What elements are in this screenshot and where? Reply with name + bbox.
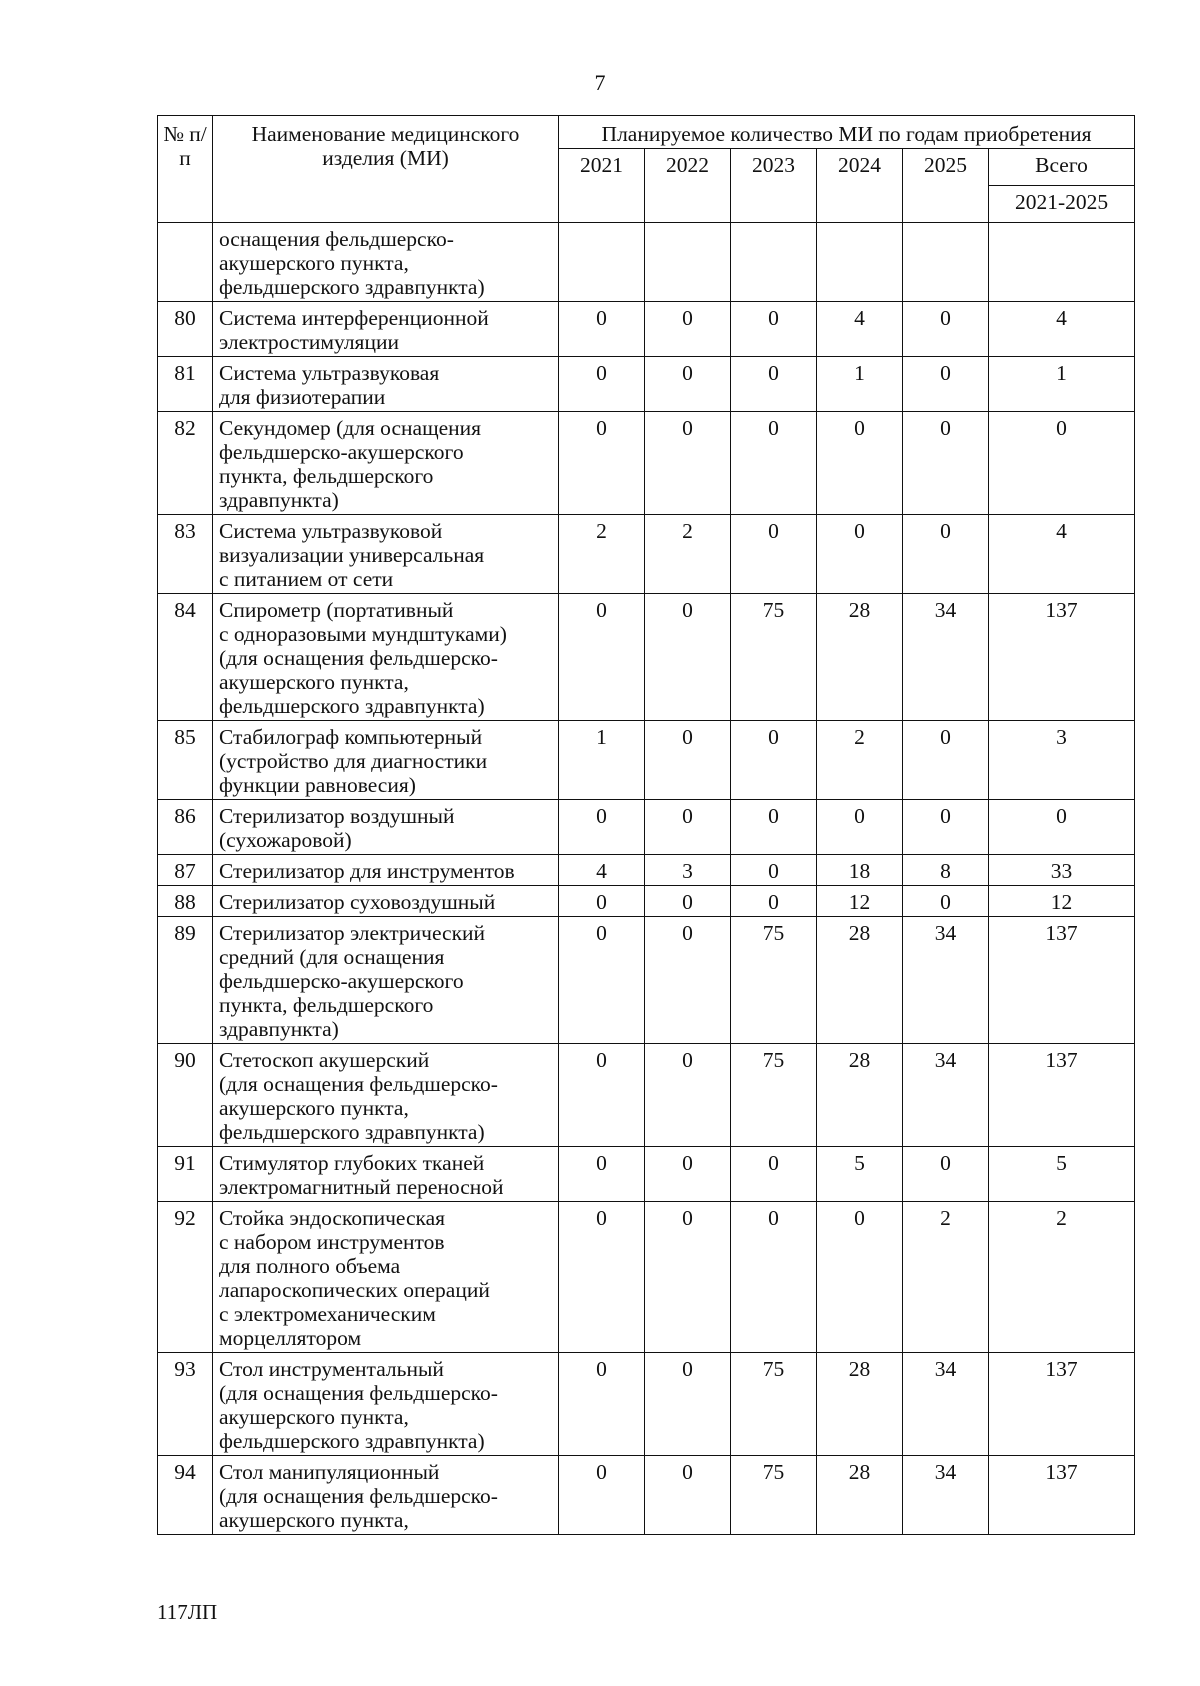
row-number <box>158 223 213 302</box>
value-2025: 34 <box>903 917 989 1044</box>
value-2022: 0 <box>645 1202 731 1353</box>
row-number: 81 <box>158 357 213 412</box>
header-group: Планируемое количество МИ по годам приобретения <box>559 116 1135 149</box>
device-name <box>213 886 559 917</box>
value-2024: 0 <box>817 1202 903 1353</box>
value-2023 <box>731 223 817 302</box>
value-2021: 0 <box>559 1202 645 1353</box>
value-2025: 0 <box>903 886 989 917</box>
device-name-line: акушерского пункта, <box>219 1096 409 1120</box>
header-name: Наименование медицинского изделия (МИ) <box>213 116 559 223</box>
value-2022: 0 <box>645 917 731 1044</box>
row-number: 88 <box>158 886 213 917</box>
value-2022: 0 <box>645 357 731 412</box>
table-row <box>158 800 1135 855</box>
device-name-line: лапароскопических операций <box>219 1278 490 1302</box>
device-name <box>213 302 559 357</box>
device-name-line: (для оснащения фельдшерско- <box>219 1072 498 1096</box>
value-2021: 0 <box>559 1353 645 1456</box>
device-name-line: для физиотерапии <box>219 385 386 409</box>
value-2023: 0 <box>731 1147 817 1202</box>
value-2022: 0 <box>645 302 731 357</box>
device-name-line: (устройство для диагностики <box>219 749 488 773</box>
header-year-2022: 2022 <box>645 149 731 223</box>
row-number: 85 <box>158 721 213 800</box>
table-row <box>158 1202 1135 1353</box>
value-2025: 2 <box>903 1202 989 1353</box>
value-2021: 0 <box>559 1044 645 1147</box>
table-row <box>158 855 1135 886</box>
header-year-2023: 2023 <box>731 149 817 223</box>
device-name-line: Система ультразвуковая <box>219 361 440 385</box>
equipment-table <box>157 115 1135 1535</box>
value-total: 33 <box>989 855 1135 886</box>
value-2022: 0 <box>645 1456 731 1535</box>
device-name-line: фельдшерского здравпункта) <box>219 694 485 718</box>
table-row <box>158 1147 1135 1202</box>
value-total: 5 <box>989 1147 1135 1202</box>
value-2023: 0 <box>731 855 817 886</box>
value-2024: 18 <box>817 855 903 886</box>
device-name-line: с питанием от сети <box>219 567 394 591</box>
device-name-line: пункта, фельдшерского <box>219 993 434 1017</box>
footer-code: 117ЛП <box>157 1600 218 1624</box>
value-2024 <box>817 223 903 302</box>
header-total-range: 2021-2025 <box>989 186 1135 223</box>
device-name-line: акушерского пункта, <box>219 251 409 275</box>
device-name-line: фельдшерского здравпункта) <box>219 1429 485 1453</box>
value-2022 <box>645 223 731 302</box>
value-2021: 0 <box>559 800 645 855</box>
value-2023: 0 <box>731 800 817 855</box>
value-2022: 0 <box>645 412 731 515</box>
device-name-line: функции равновесия) <box>219 773 416 797</box>
value-total: 2 <box>989 1202 1135 1353</box>
table-row <box>158 721 1135 800</box>
value-2023: 75 <box>731 1456 817 1535</box>
value-2021: 1 <box>559 721 645 800</box>
value-2023: 0 <box>731 357 817 412</box>
device-name-line: Система интерференционной <box>219 306 489 330</box>
header-num: № п/п <box>158 116 213 223</box>
device-name-line: для полного объема <box>219 1254 401 1278</box>
header-year-2024: 2024 <box>817 149 903 223</box>
row-number: 80 <box>158 302 213 357</box>
value-total: 137 <box>989 1353 1135 1456</box>
device-name-line: Стол инструментальный <box>219 1357 444 1381</box>
device-name-line: Стабилограф компьютерный <box>219 725 483 749</box>
device-name-line: с набором инструментов <box>219 1230 445 1254</box>
device-name <box>213 515 559 594</box>
device-name-line: электростимуляции <box>219 330 399 354</box>
value-2024: 0 <box>817 515 903 594</box>
value-2025: 0 <box>903 412 989 515</box>
value-2021: 0 <box>559 886 645 917</box>
value-2021: 4 <box>559 855 645 886</box>
value-2021: 0 <box>559 1456 645 1535</box>
value-2024: 12 <box>817 886 903 917</box>
value-2021: 0 <box>559 594 645 721</box>
value-2023: 0 <box>731 721 817 800</box>
device-name-line: Стол манипуляционный <box>219 1460 440 1484</box>
row-number: 90 <box>158 1044 213 1147</box>
value-2025: 0 <box>903 800 989 855</box>
value-2023: 75 <box>731 917 817 1044</box>
device-name-line: (для оснащения фельдшерско- <box>219 1484 498 1508</box>
device-name <box>213 412 559 515</box>
value-total: 137 <box>989 917 1135 1044</box>
value-2022: 0 <box>645 1147 731 1202</box>
value-2023: 75 <box>731 1353 817 1456</box>
table-row <box>158 917 1135 1044</box>
device-name <box>213 357 559 412</box>
device-name-line: средний (для оснащения <box>219 945 445 969</box>
device-name-line: Спирометр (портативный <box>219 598 454 622</box>
value-total: 0 <box>989 412 1135 515</box>
value-2025: 0 <box>903 357 989 412</box>
device-name-line: Секундомер (для оснащения <box>219 416 482 440</box>
value-2024: 28 <box>817 917 903 1044</box>
table-row <box>158 412 1135 515</box>
value-total: 137 <box>989 1044 1135 1147</box>
value-2025: 0 <box>903 302 989 357</box>
value-2021: 0 <box>559 302 645 357</box>
device-name-line: с одноразовыми мундштуками) <box>219 622 507 646</box>
value-2025 <box>903 223 989 302</box>
device-name <box>213 721 559 800</box>
value-2022: 2 <box>645 515 731 594</box>
value-total: 137 <box>989 1456 1135 1535</box>
device-name <box>213 917 559 1044</box>
device-name-line: Стетоскоп акушерский <box>219 1048 430 1072</box>
device-name <box>213 1456 559 1535</box>
value-2022: 0 <box>645 800 731 855</box>
device-name-line: оснащения фельдшерско- <box>219 227 454 251</box>
value-2021: 2 <box>559 515 645 594</box>
value-2024: 28 <box>817 1044 903 1147</box>
device-name <box>213 800 559 855</box>
device-name-line: с электромеханическим <box>219 1302 436 1326</box>
device-name-line: Стойка эндоскопическая <box>219 1206 446 1230</box>
table-row <box>158 302 1135 357</box>
device-name-line: здравпункта) <box>219 1017 339 1041</box>
table-body <box>158 223 1135 1535</box>
device-name-line: Стерилизатор для инструментов <box>219 859 515 883</box>
value-2024: 5 <box>817 1147 903 1202</box>
device-name-line: Стерилизатор воздушный <box>219 804 455 828</box>
value-total: 137 <box>989 594 1135 721</box>
value-2024: 1 <box>817 357 903 412</box>
value-2025: 0 <box>903 721 989 800</box>
row-number: 82 <box>158 412 213 515</box>
device-name-line: здравпункта) <box>219 488 339 512</box>
value-2024: 28 <box>817 594 903 721</box>
device-name <box>213 855 559 886</box>
value-2021: 0 <box>559 1147 645 1202</box>
device-name-line: акушерского пункта, <box>219 1508 409 1532</box>
row-number: 89 <box>158 917 213 1044</box>
value-total: 12 <box>989 886 1135 917</box>
row-number: 83 <box>158 515 213 594</box>
device-name-line: (для оснащения фельдшерско- <box>219 1381 498 1405</box>
value-2021: 0 <box>559 412 645 515</box>
table-row <box>158 1456 1135 1535</box>
device-name <box>213 1202 559 1353</box>
value-2021: 0 <box>559 357 645 412</box>
value-2025: 34 <box>903 1044 989 1147</box>
device-name-line: Система ультразвуковой <box>219 519 443 543</box>
row-number: 86 <box>158 800 213 855</box>
device-name-line: электромагнитный переносной <box>219 1175 504 1199</box>
header-row-top <box>158 116 1135 149</box>
row-number: 91 <box>158 1147 213 1202</box>
value-2022: 0 <box>645 1353 731 1456</box>
value-2025: 34 <box>903 594 989 721</box>
device-name-line: Стимулятор глубоких тканей <box>219 1151 485 1175</box>
value-2025: 34 <box>903 1353 989 1456</box>
equipment-table-container <box>157 115 1134 1535</box>
value-2024: 0 <box>817 800 903 855</box>
value-2023: 0 <box>731 1202 817 1353</box>
value-2022: 0 <box>645 721 731 800</box>
value-2024: 28 <box>817 1456 903 1535</box>
device-name <box>213 1353 559 1456</box>
value-2022: 0 <box>645 1044 731 1147</box>
device-name-line: фельдшерско-акушерского <box>219 440 464 464</box>
row-number: 87 <box>158 855 213 886</box>
value-2023: 0 <box>731 302 817 357</box>
value-total: 0 <box>989 800 1135 855</box>
value-2022: 0 <box>645 886 731 917</box>
value-2023: 75 <box>731 1044 817 1147</box>
value-total: 4 <box>989 515 1135 594</box>
row-number: 93 <box>158 1353 213 1456</box>
value-2023: 0 <box>731 886 817 917</box>
device-name-line: фельдшерско-акушерского <box>219 969 464 993</box>
value-2022: 0 <box>645 594 731 721</box>
table-row <box>158 886 1135 917</box>
value-total: 4 <box>989 302 1135 357</box>
page-number: 7 <box>594 70 606 95</box>
device-name-line: фельдшерского здравпункта) <box>219 275 485 299</box>
value-2023: 75 <box>731 594 817 721</box>
row-number: 84 <box>158 594 213 721</box>
header-year-2025: 2025 <box>903 149 989 223</box>
row-number: 94 <box>158 1456 213 1535</box>
value-2024: 4 <box>817 302 903 357</box>
value-total: 1 <box>989 357 1135 412</box>
device-name <box>213 594 559 721</box>
device-name-line: Стерилизатор суховоздушный <box>219 890 496 914</box>
device-name <box>213 1147 559 1202</box>
device-name-line: акушерского пункта, <box>219 670 409 694</box>
value-2021 <box>559 223 645 302</box>
device-name-line: морцеллятором <box>219 1326 362 1350</box>
device-name <box>213 223 559 302</box>
device-name-line: визуализации универсальная <box>219 543 485 567</box>
device-name-line: (для оснащения фельдшерско- <box>219 646 498 670</box>
device-name-line: (сухожаровой) <box>219 828 352 852</box>
value-2024: 0 <box>817 412 903 515</box>
value-2021: 0 <box>559 917 645 1044</box>
table-row <box>158 223 1135 302</box>
device-name-line: акушерского пункта, <box>219 1405 409 1429</box>
value-2024: 2 <box>817 721 903 800</box>
table-row <box>158 1044 1135 1147</box>
device-name-line: пункта, фельдшерского <box>219 464 434 488</box>
device-name-line: Стерилизатор электрический <box>219 921 486 945</box>
value-2023: 0 <box>731 515 817 594</box>
row-number: 92 <box>158 1202 213 1353</box>
value-2025: 8 <box>903 855 989 886</box>
value-total: 3 <box>989 721 1135 800</box>
value-2025: 34 <box>903 1456 989 1535</box>
table-row <box>158 1353 1135 1456</box>
value-2023: 0 <box>731 412 817 515</box>
value-2024: 28 <box>817 1353 903 1456</box>
value-2025: 0 <box>903 1147 989 1202</box>
device-name-line: фельдшерского здравпункта) <box>219 1120 485 1144</box>
value-2025: 0 <box>903 515 989 594</box>
value-2022: 3 <box>645 855 731 886</box>
header-total-label: Всего <box>989 149 1135 186</box>
table-row <box>158 357 1135 412</box>
value-total <box>989 223 1135 302</box>
header-year-2021: 2021 <box>559 149 645 223</box>
device-name <box>213 1044 559 1147</box>
table-row <box>158 515 1135 594</box>
table-row <box>158 594 1135 721</box>
